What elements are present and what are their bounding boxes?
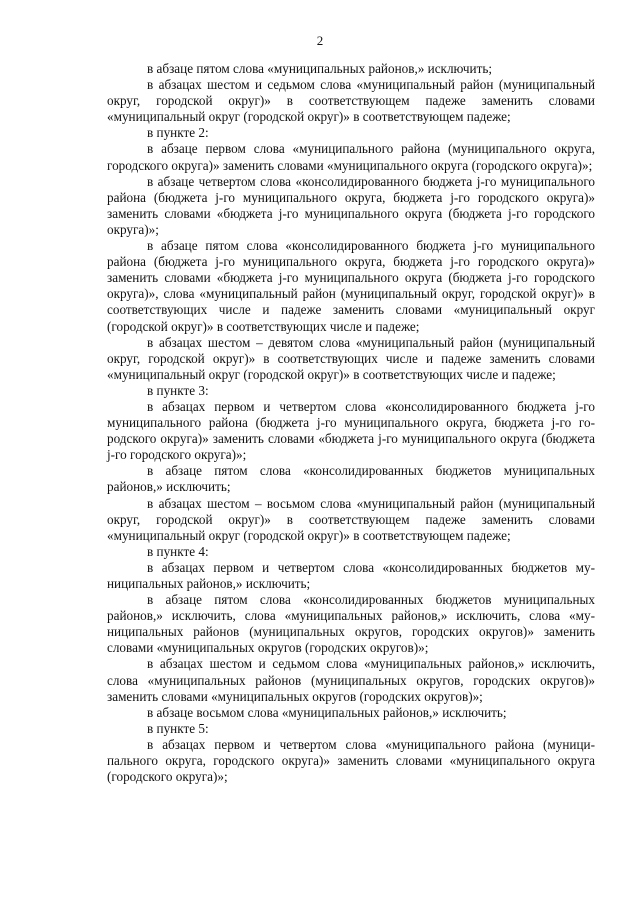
paragraph: в абзацах шестом и седьмом слова «муниципальный район (муниципальный округ, городской округ)» в соответствующем падеже заменить словами «муниципальный округ (городской округ)» в соответствующем падеже; [107, 77, 595, 125]
paragraph: в абзацах шестом – восьмом слова «муниципальный район (муниципальный округ, городской округ)» в соответствующем падеже заменить словами «муниципальный округ (городской округ)» в соответствующем падеже; [107, 495, 595, 543]
document-body [107, 61, 595, 785]
paragraph: в абзаце первом слова «муниципального района (муниципального округа, городского округа)» заменить словами «муниципального округа (городского округа)»; [107, 141, 595, 173]
paragraph: в абзацах первом и четвертом слова «консолидированного бюджета j-го муниципального района (бюджета j-го муниципального округа, бюджета j-го городского округа)» заменить словами «бюджета j-го муниципального округа (бюджета j-го городского округа)»; [107, 398, 595, 463]
paragraph: в абзаце пятом слова «муниципальных районов,» исключить; [147, 61, 493, 76]
paragraph: в пункте 4: [147, 543, 209, 559]
paragraph: в абзацах первом и четвертом слова «муниципального района (муниципального округа, городского округа)» заменить словами «муниципального округа (городского округа)»; [107, 736, 595, 785]
paragraph: в абзацах шестом – девятом слова «муниципальный район (муниципальный округ, городской округ)» в соответствующих числе и падеже заменить словами «муниципальный округ (городской округ)» в соответствующих числе и падеже; [107, 334, 595, 382]
paragraph: в абзаце пятом слова «консолидированных бюджетов муниципальных районов,» исключить, слова «муниципальных районов,» исключить, слова «муниципальных районов (муниципальных округов, городских округов)» заменить словами «муниципальных округов (городских округов)»; [107, 592, 595, 656]
paragraph: в пункте 3: [147, 382, 209, 398]
paragraph: в пункте 2: [147, 125, 209, 141]
paragraph: в пункте 5: [147, 720, 209, 736]
paragraph: в абзаце пятом слова «консолидированных бюджетов муниципальных районов,» исключить; [107, 463, 595, 495]
paragraph: в абзаце четвертом слова «консолидированного бюджета j-го муниципального района (бюджета j-го муниципального округа, бюджета j-го городского округа)» заменить словами «бюджета j-го муниципального округа (бюджета j-го городского округа)»; [107, 173, 595, 237]
page-number: 2 [316, 33, 324, 48]
paragraph: в абзаце пятом слова «консолидированного бюджета j-го муниципального района (бюджета j-го муниципального округа, бюджета j-го городского округа)» заменить словами «бюджета j-го муниципального округа (бюджета j-го городского округа)», слова «муниципальный район (муниципальный округ, городской округ)» в соответствующих числе и падеже заменить словами «муниципальный округ (городской округ)» в соответствующих числе и падеже; [107, 238, 595, 334]
paragraph: в абзацах шестом и седьмом слова «муниципальных районов,» исключить, слова «муниципальных районов (муниципальных округов, городских округов)» заменить словами «муниципальных округов (городских округов)»; [107, 656, 595, 704]
paragraph: в абзацах первом и четвертом слова «консолидированных бюджетов муниципальных районов,» исключить; [107, 559, 595, 591]
paragraph: в абзаце восьмом слова «муниципальных районов,» исключить; [147, 704, 507, 720]
